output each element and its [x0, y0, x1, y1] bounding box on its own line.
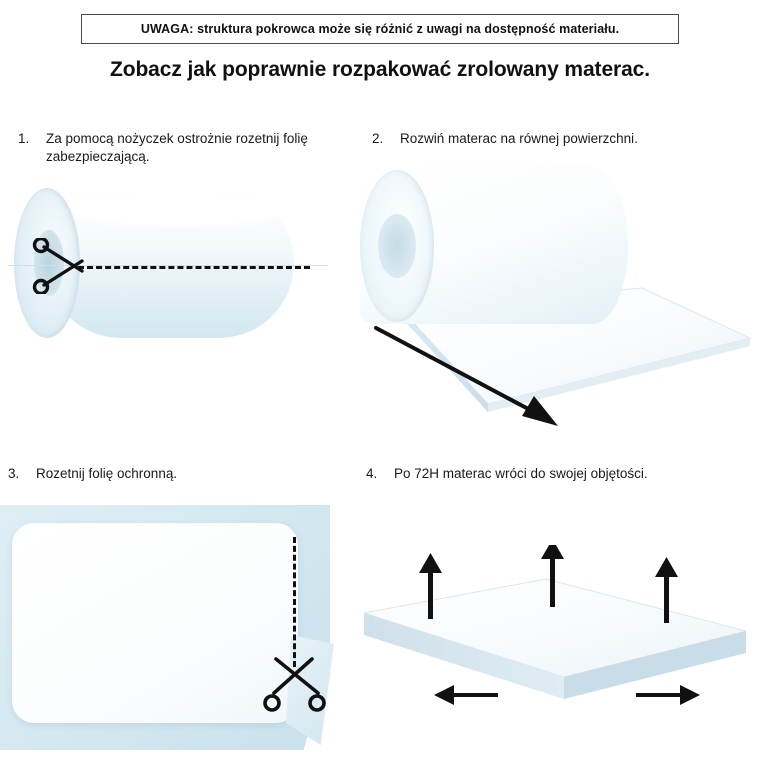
step-2-caption: [372, 130, 692, 148]
step-4-text: Po 72H materac wróci do swojej objętości.: [394, 466, 648, 481]
scissors-icon: [262, 653, 328, 715]
step-3-number: 3.: [8, 466, 20, 481]
arrow-left: [434, 685, 498, 705]
flat-mattress: [12, 523, 298, 723]
step-1-illustration: [8, 178, 338, 378]
step-2-text: Rozwiń materac na równej powierzchni.: [400, 131, 638, 146]
cut-line-dashed: [78, 266, 310, 269]
step-1-number: 1.: [18, 131, 30, 146]
step-3-text: Rozetnij folię ochronną.: [36, 466, 178, 481]
step-1-text: Za pomocą nożyczek ostrożnie rozetnij folię zabezpieczającą.: [46, 131, 308, 165]
arrow-up-right: [655, 557, 678, 623]
arrow-right: [636, 685, 700, 705]
rolled-mattress-highlight: [68, 192, 288, 228]
step-4-number: 4.: [366, 466, 378, 481]
scissors-icon: [32, 238, 92, 294]
notice-banner: [81, 14, 679, 44]
notice-text: UWAGA: struktura pokrowca może się różnić z uwagi na dostępność materiału.: [140, 22, 620, 36]
step-2-illustration: [352, 166, 752, 426]
step-1-caption: [18, 130, 318, 166]
step-2-number: 2.: [372, 131, 384, 146]
arrow-up-left: [419, 553, 442, 619]
page-title: Zobacz jak poprawnie rozpakować zrolowany materac.: [110, 58, 650, 81]
cut-line-dashed-vertical: [293, 537, 296, 667]
step-3-illustration: [0, 505, 345, 755]
step-4-caption: [366, 465, 706, 483]
arrow-up-center: [541, 545, 564, 607]
step-3-caption: [8, 465, 328, 483]
unroll-direction-arrow: [362, 316, 572, 436]
step-4-illustration: [350, 505, 760, 755]
expansion-arrows: [350, 545, 760, 745]
mattress-roll-core-hole: [378, 214, 416, 278]
